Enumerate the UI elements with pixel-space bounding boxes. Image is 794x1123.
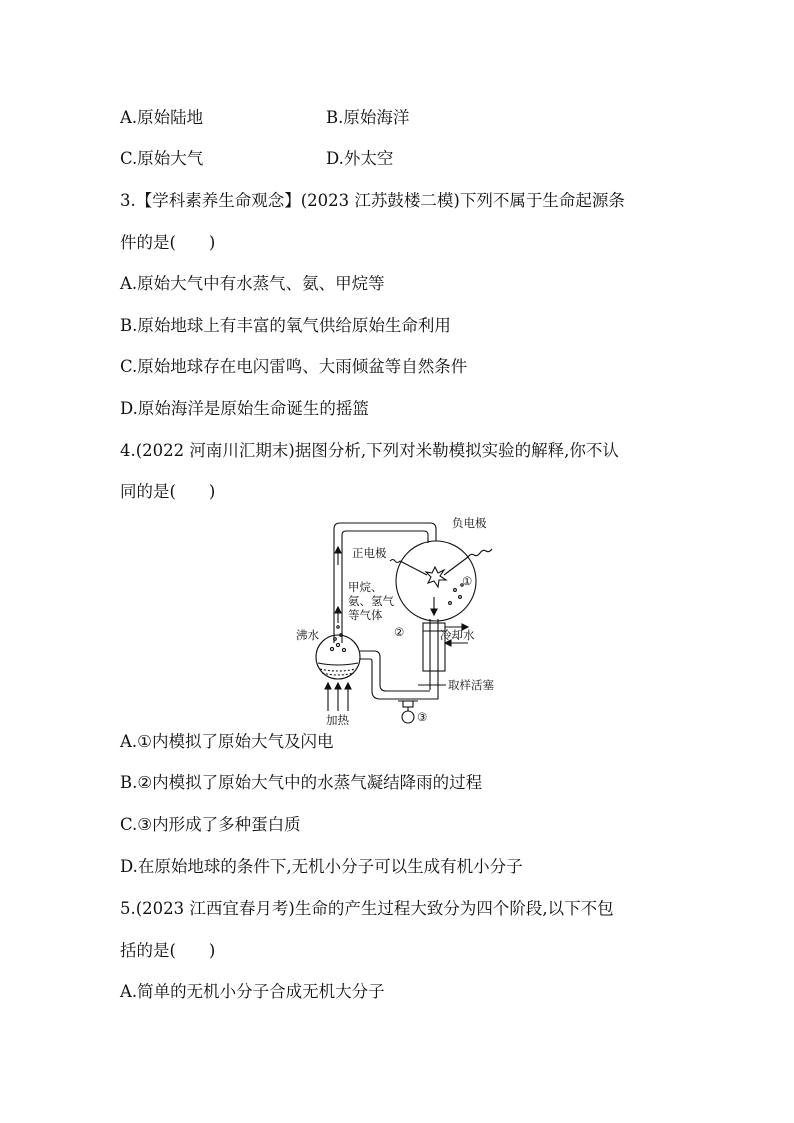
q4-option-c: C.③内形成了多种蛋白质 <box>120 815 301 834</box>
q4-stem-line1: 4.(2022 河南川汇期末)据图分析,下列对米勒模拟实验的解释,你不认 <box>120 441 619 460</box>
q4-stem-line2: 同的是( ) <box>120 482 216 501</box>
label-gases-line3: 等气体 <box>348 608 383 622</box>
label-boiling-water: 沸水 <box>296 628 319 642</box>
label-heating: 加热 <box>326 713 349 725</box>
q3-option-b: B.原始地球上有丰富的氧气供给原始生命利用 <box>120 316 451 335</box>
q3-option-a: A.原始大气中有水蒸气、氨、甲烷等 <box>120 274 385 293</box>
q4-option-d: D.在原始地球的条件下,无机小分子可以生成有机小分子 <box>120 857 523 876</box>
q2-option-d: D.外太空 <box>326 149 394 168</box>
q5-stem-line1: 5.(2023 江西宜春月考)生命的产生过程大致分为四个阶段,以下不包 <box>120 899 614 918</box>
miller-experiment-figure <box>290 515 520 725</box>
q3-stem-line1: 3.【学科素养生命观念】(2023 江苏鼓楼二模)下列不属于生命起源条 <box>120 191 625 210</box>
label-positive-electrode: 正电极 <box>352 546 387 560</box>
q3-option-d: D.原始海洋是原始生命诞生的摇篮 <box>120 399 369 418</box>
q4-option-b: B.②内模拟了原始大气中的水蒸气凝结降雨的过程 <box>120 773 483 792</box>
label-negative-electrode: 负电极 <box>452 516 487 530</box>
marker-2: ② <box>394 625 405 639</box>
marker-3: ③ <box>417 710 428 724</box>
q2-option-b: B.原始海洋 <box>326 108 410 127</box>
label-sampling-valve: 取样活塞 <box>448 678 494 692</box>
q3-option-c: C.原始地球存在电闪雷鸣、大雨倾盆等自然条件 <box>120 357 468 376</box>
label-gases-line2: 氨、氢气 <box>348 594 394 608</box>
q5-stem-line2: 括的是( ) <box>120 941 216 960</box>
miller-apparatus-diagram <box>290 515 520 725</box>
label-cooling-water: 冷却水 <box>440 628 475 642</box>
q4-option-a: A.①内模拟了原始大气及闪电 <box>120 732 334 751</box>
q3-stem-line2: 件的是( ) <box>120 233 216 252</box>
q5-option-a: A.简单的无机小分子合成无机大分子 <box>120 982 385 1001</box>
label-gases-line1: 甲烷、 <box>348 580 383 594</box>
q2-option-a: A.原始陆地 <box>120 108 204 127</box>
marker-1: ① <box>462 574 473 588</box>
q2-option-c: C.原始大气 <box>120 149 204 168</box>
